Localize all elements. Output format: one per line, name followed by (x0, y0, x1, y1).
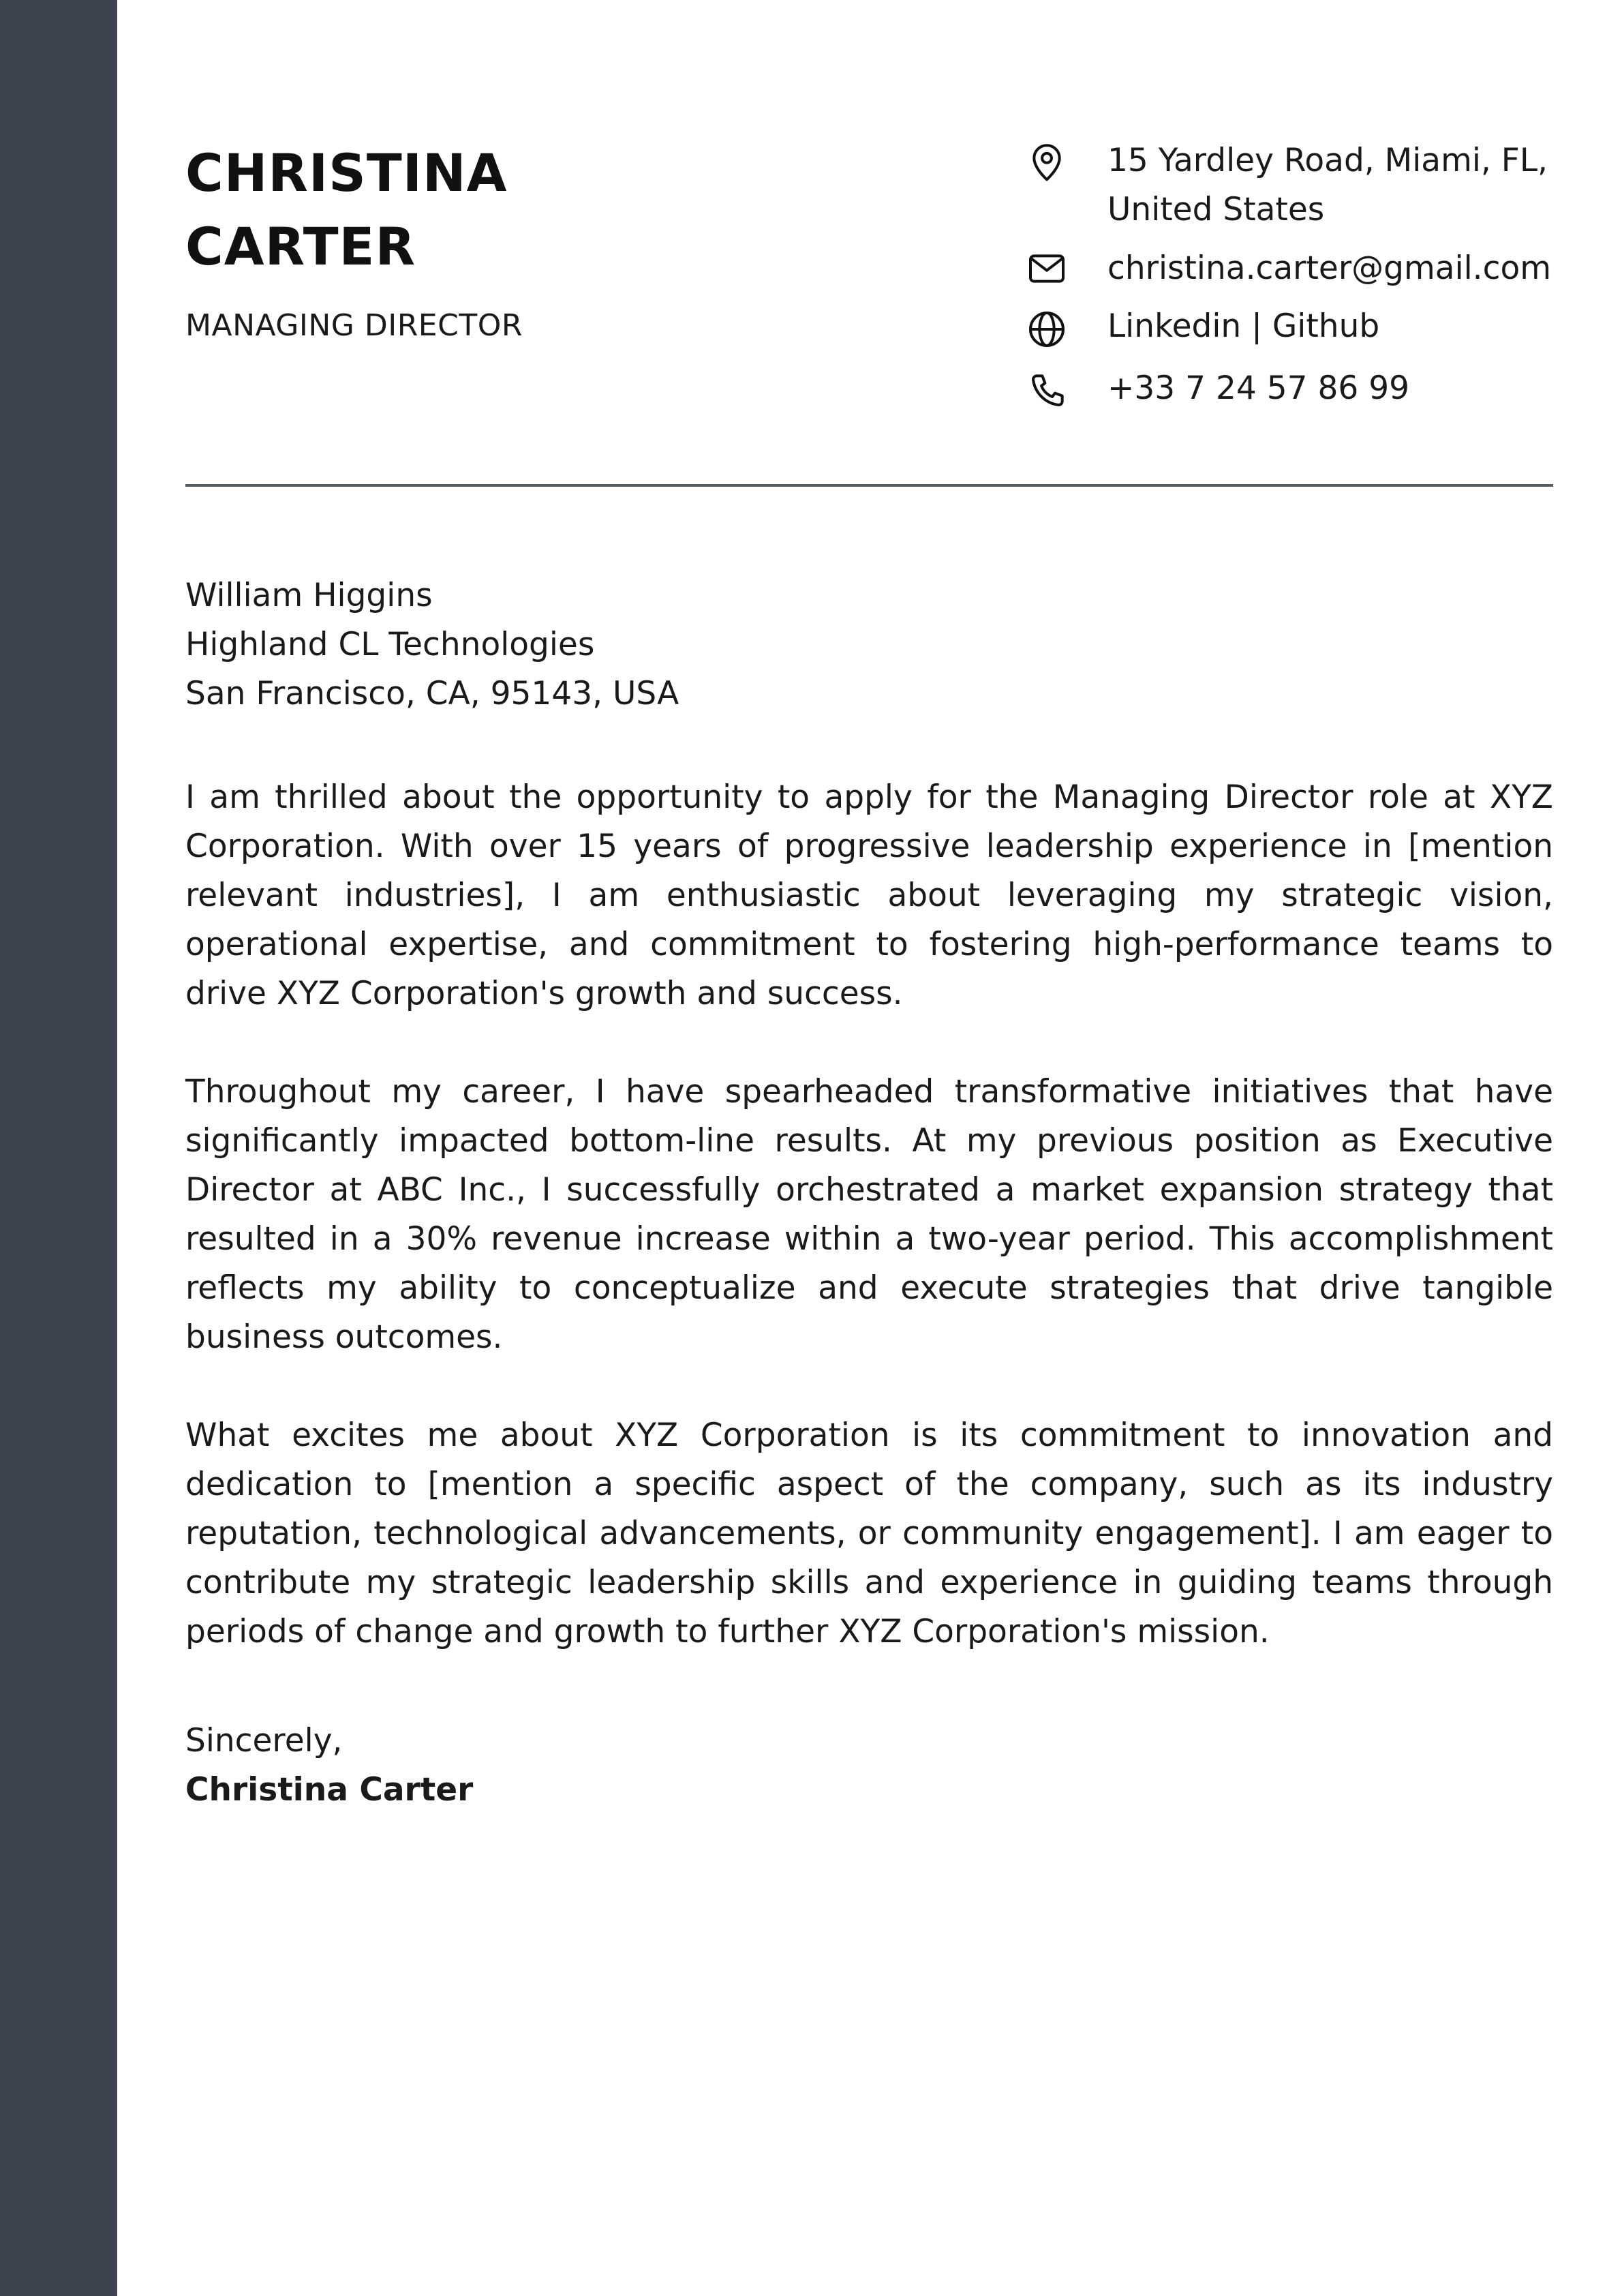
sidebar-accent-bar (0, 0, 117, 2296)
closing-block (185, 1717, 473, 1815)
contact-address: 15 Yardley Road, Miami, FL, United States (1107, 142, 1548, 228)
job-title: MANAGING DIRECTOR (185, 308, 523, 343)
letter-header (185, 0, 1553, 485)
phone-icon (1025, 369, 1069, 413)
envelope-icon (1025, 247, 1069, 290)
body-paragraph-1: I am thrilled about the opportunity to apply for the Managing Director role at XYZ Corporation. With over 15 years of progressive leadership experience in [mention relevant industries], I am enthusiastic about leveraging my strategic vision, operational expertise, and commitment to fostering high-performance teams to drive XYZ Corporation's growth and success. (185, 779, 1553, 1012)
recipient-address: San Francisco, CA, 95143, USA (185, 675, 679, 712)
globe-icon (1025, 307, 1069, 351)
header-divider (185, 484, 1553, 487)
body-paragraph-3: What excites me about XYZ Corporation is its commitment to innovation and dedication to [mention a specific aspect of the company, such as its industry reputation, technological advancements, or community engagement]. I am eager to contribute my strategic leadership skills and experience in guiding teams through periods of change and growth to further XYZ Corporation's mission. (185, 1417, 1553, 1650)
letter-content (185, 0, 1553, 1809)
body-paragraph-2: Throughout my career, I have spearheaded transformative initiatives that have significantly impacted bottom-line results. At my previous position as Executive Director at ABC Inc., I successfully orchestrated a market expansion strategy that resulted in a 30% revenue increase within a two-year period. This accomplishment reflects my ability to conceptualize and execute strategies that drive tangible business outcomes. (185, 1073, 1553, 1356)
contact-phone: +33 7 24 57 86 99 (1107, 369, 1410, 407)
applicant-name-line1: CHRISTINA (185, 142, 508, 203)
signer-name: Christina Carter (185, 1771, 474, 1809)
applicant-name-line2: CARTER (185, 216, 416, 277)
recipient-name: William Higgins (185, 577, 433, 614)
contact-email[interactable]: christina.carter@gmail.com (1107, 250, 1552, 287)
location-pin-icon (1025, 140, 1069, 184)
recipient-company: Highland CL Technologies (185, 626, 595, 663)
recipient-block (185, 571, 679, 719)
letter-body (185, 773, 1553, 1706)
contact-links[interactable]: Linkedin | Github (1107, 307, 1380, 345)
applicant-name (185, 136, 507, 284)
closing-salutation: Sincerely, (185, 1722, 343, 1759)
